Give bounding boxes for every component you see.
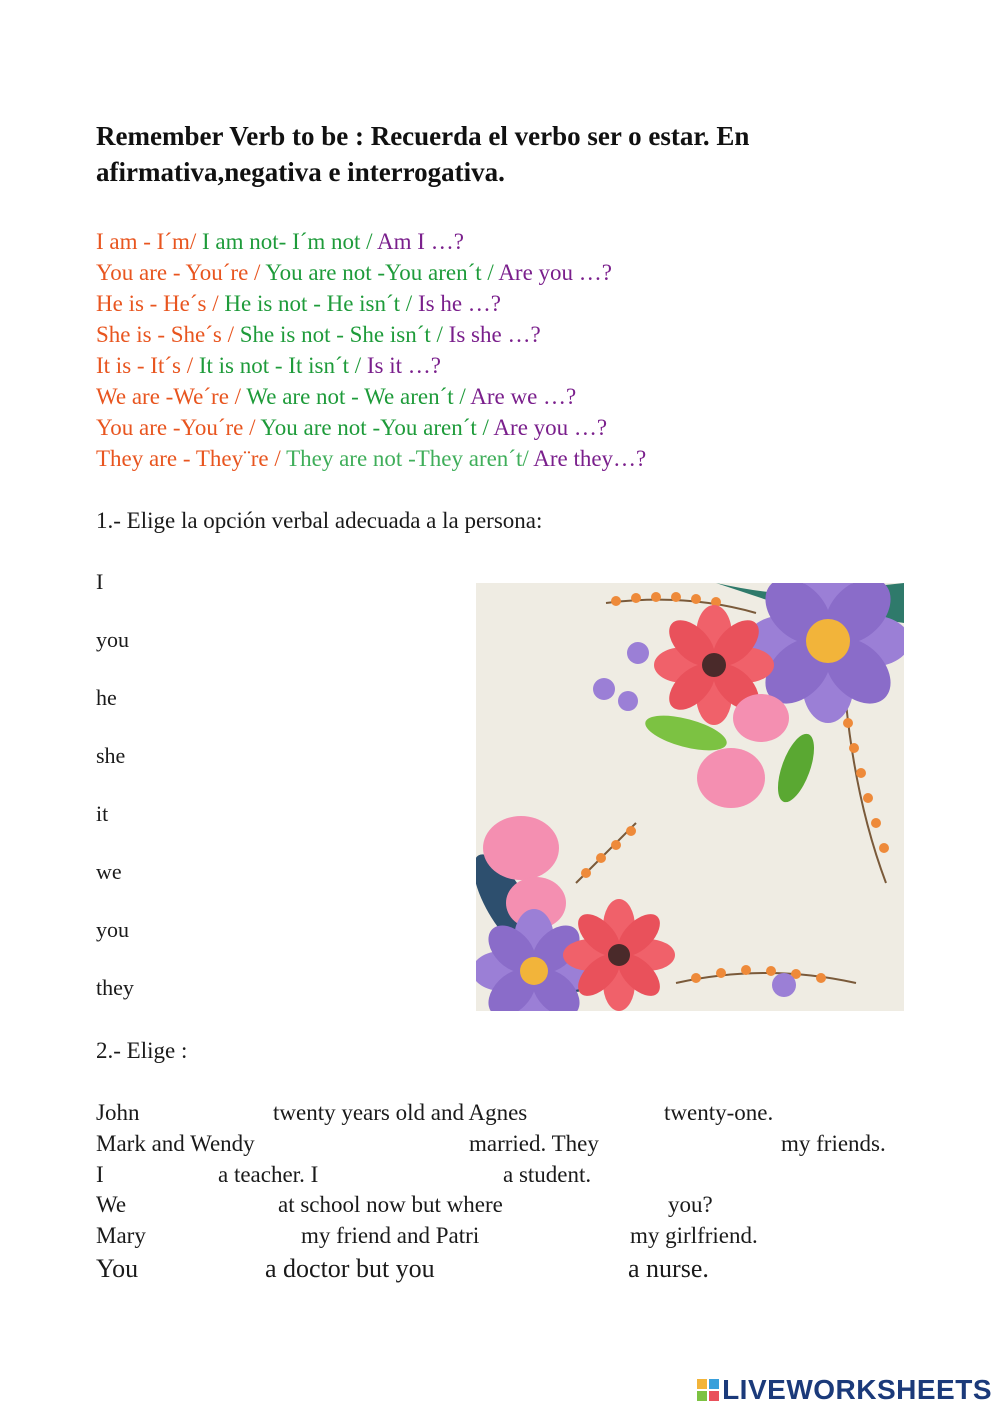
flower-illustration: [476, 583, 904, 1011]
question-form: Are you …?: [498, 260, 612, 285]
conjugation-line: [96, 446, 646, 472]
affirmative-form: She is - She´s /: [96, 322, 240, 347]
negative-form: She is not - She isn´t /: [239, 322, 449, 347]
sentence-part: you?: [668, 1192, 713, 1217]
affirmative-form: He is - He´s /: [96, 291, 225, 316]
affirmative-form: They are - They¨re /: [96, 446, 287, 471]
sentence-part: married. They: [469, 1131, 599, 1156]
question-form: Is he …?: [417, 291, 501, 316]
worksheet-title: Remember Verb to be : Recuerda el verbo ser o estar. En afirmativa,negativa e interrogativa.: [96, 121, 750, 187]
conjugation-line: [96, 229, 464, 255]
affirmative-form: You are - You´re /: [96, 260, 266, 285]
question-form: Are we …?: [470, 384, 577, 409]
sentence-part: I: [96, 1162, 104, 1187]
sentence-part: Mark and Wendy: [96, 1131, 255, 1156]
sentence-part: a teacher. I: [218, 1162, 319, 1187]
question-form: Is it …?: [366, 353, 441, 378]
sentence-part: twenty-one.: [664, 1100, 774, 1125]
question-form: Is she …?: [448, 322, 541, 347]
question-form: Are you …?: [493, 415, 608, 440]
logo-mark-icon: [697, 1379, 719, 1401]
negative-form: You are not -You aren´t /: [260, 415, 494, 440]
pronoun-label: you: [96, 917, 129, 942]
sentence-part: a nurse.: [628, 1254, 709, 1283]
conjugation-line: [96, 322, 541, 348]
affirmative-form: You are -You´re /: [96, 415, 261, 440]
negative-form: We are not - We aren´t /: [246, 384, 471, 409]
sentence-part: at school now but where: [278, 1192, 503, 1217]
pronoun-label: you: [96, 627, 129, 652]
conjugation-line: [96, 260, 612, 286]
pronoun-label: I: [96, 569, 104, 594]
conjugation-line: [96, 353, 441, 379]
conjugation-line: [96, 384, 576, 410]
pronoun-label: we: [96, 859, 122, 884]
logo-text: LIVEWORKSHEETS: [722, 1374, 992, 1405]
flower-art: [476, 583, 904, 1011]
sentence-part: a student.: [503, 1162, 592, 1187]
liveworksheets-logo: [697, 1374, 992, 1406]
negative-form: I am not- I´m not /: [202, 229, 378, 254]
pronoun-label: he: [96, 685, 117, 710]
sentence-part: twenty years old and Agnes: [273, 1100, 528, 1125]
pronoun-label: she: [96, 743, 126, 768]
negative-form: It is not - It isn´t /: [198, 353, 367, 378]
negative-form: You are not -You aren´t /: [265, 260, 499, 285]
negative-form: They are not -They aren´t/: [286, 446, 534, 471]
affirmative-form: I am - I´m/: [96, 229, 203, 254]
sentence-part: You: [96, 1254, 139, 1283]
sentence-part: a doctor but you: [265, 1254, 435, 1283]
sentence-part: Mary: [96, 1223, 146, 1248]
sentence-part: We: [96, 1192, 127, 1217]
question-form: Am I …?: [377, 229, 464, 254]
exercise-2-heading: 2.- Elige :: [96, 1038, 188, 1063]
sentence-part: my friend and Patri: [301, 1223, 480, 1248]
sentence-part: my friends.: [781, 1131, 886, 1156]
conjugation-line: [96, 291, 501, 317]
conjugation-line: [96, 415, 607, 441]
sentence-part: John: [96, 1100, 140, 1125]
sentence-part: my girlfriend.: [630, 1223, 758, 1248]
pronoun-label: it: [96, 801, 109, 826]
exercise-1-heading: 1.- Elige la opción verbal adecuada a la persona:: [96, 508, 543, 533]
affirmative-form: We are -We´re /: [96, 384, 247, 409]
negative-form: He is not - He isn´t /: [224, 291, 418, 316]
question-form: Are they…?: [533, 446, 647, 471]
pronoun-label: they: [96, 975, 134, 1000]
affirmative-form: It is - It´s /: [96, 353, 199, 378]
